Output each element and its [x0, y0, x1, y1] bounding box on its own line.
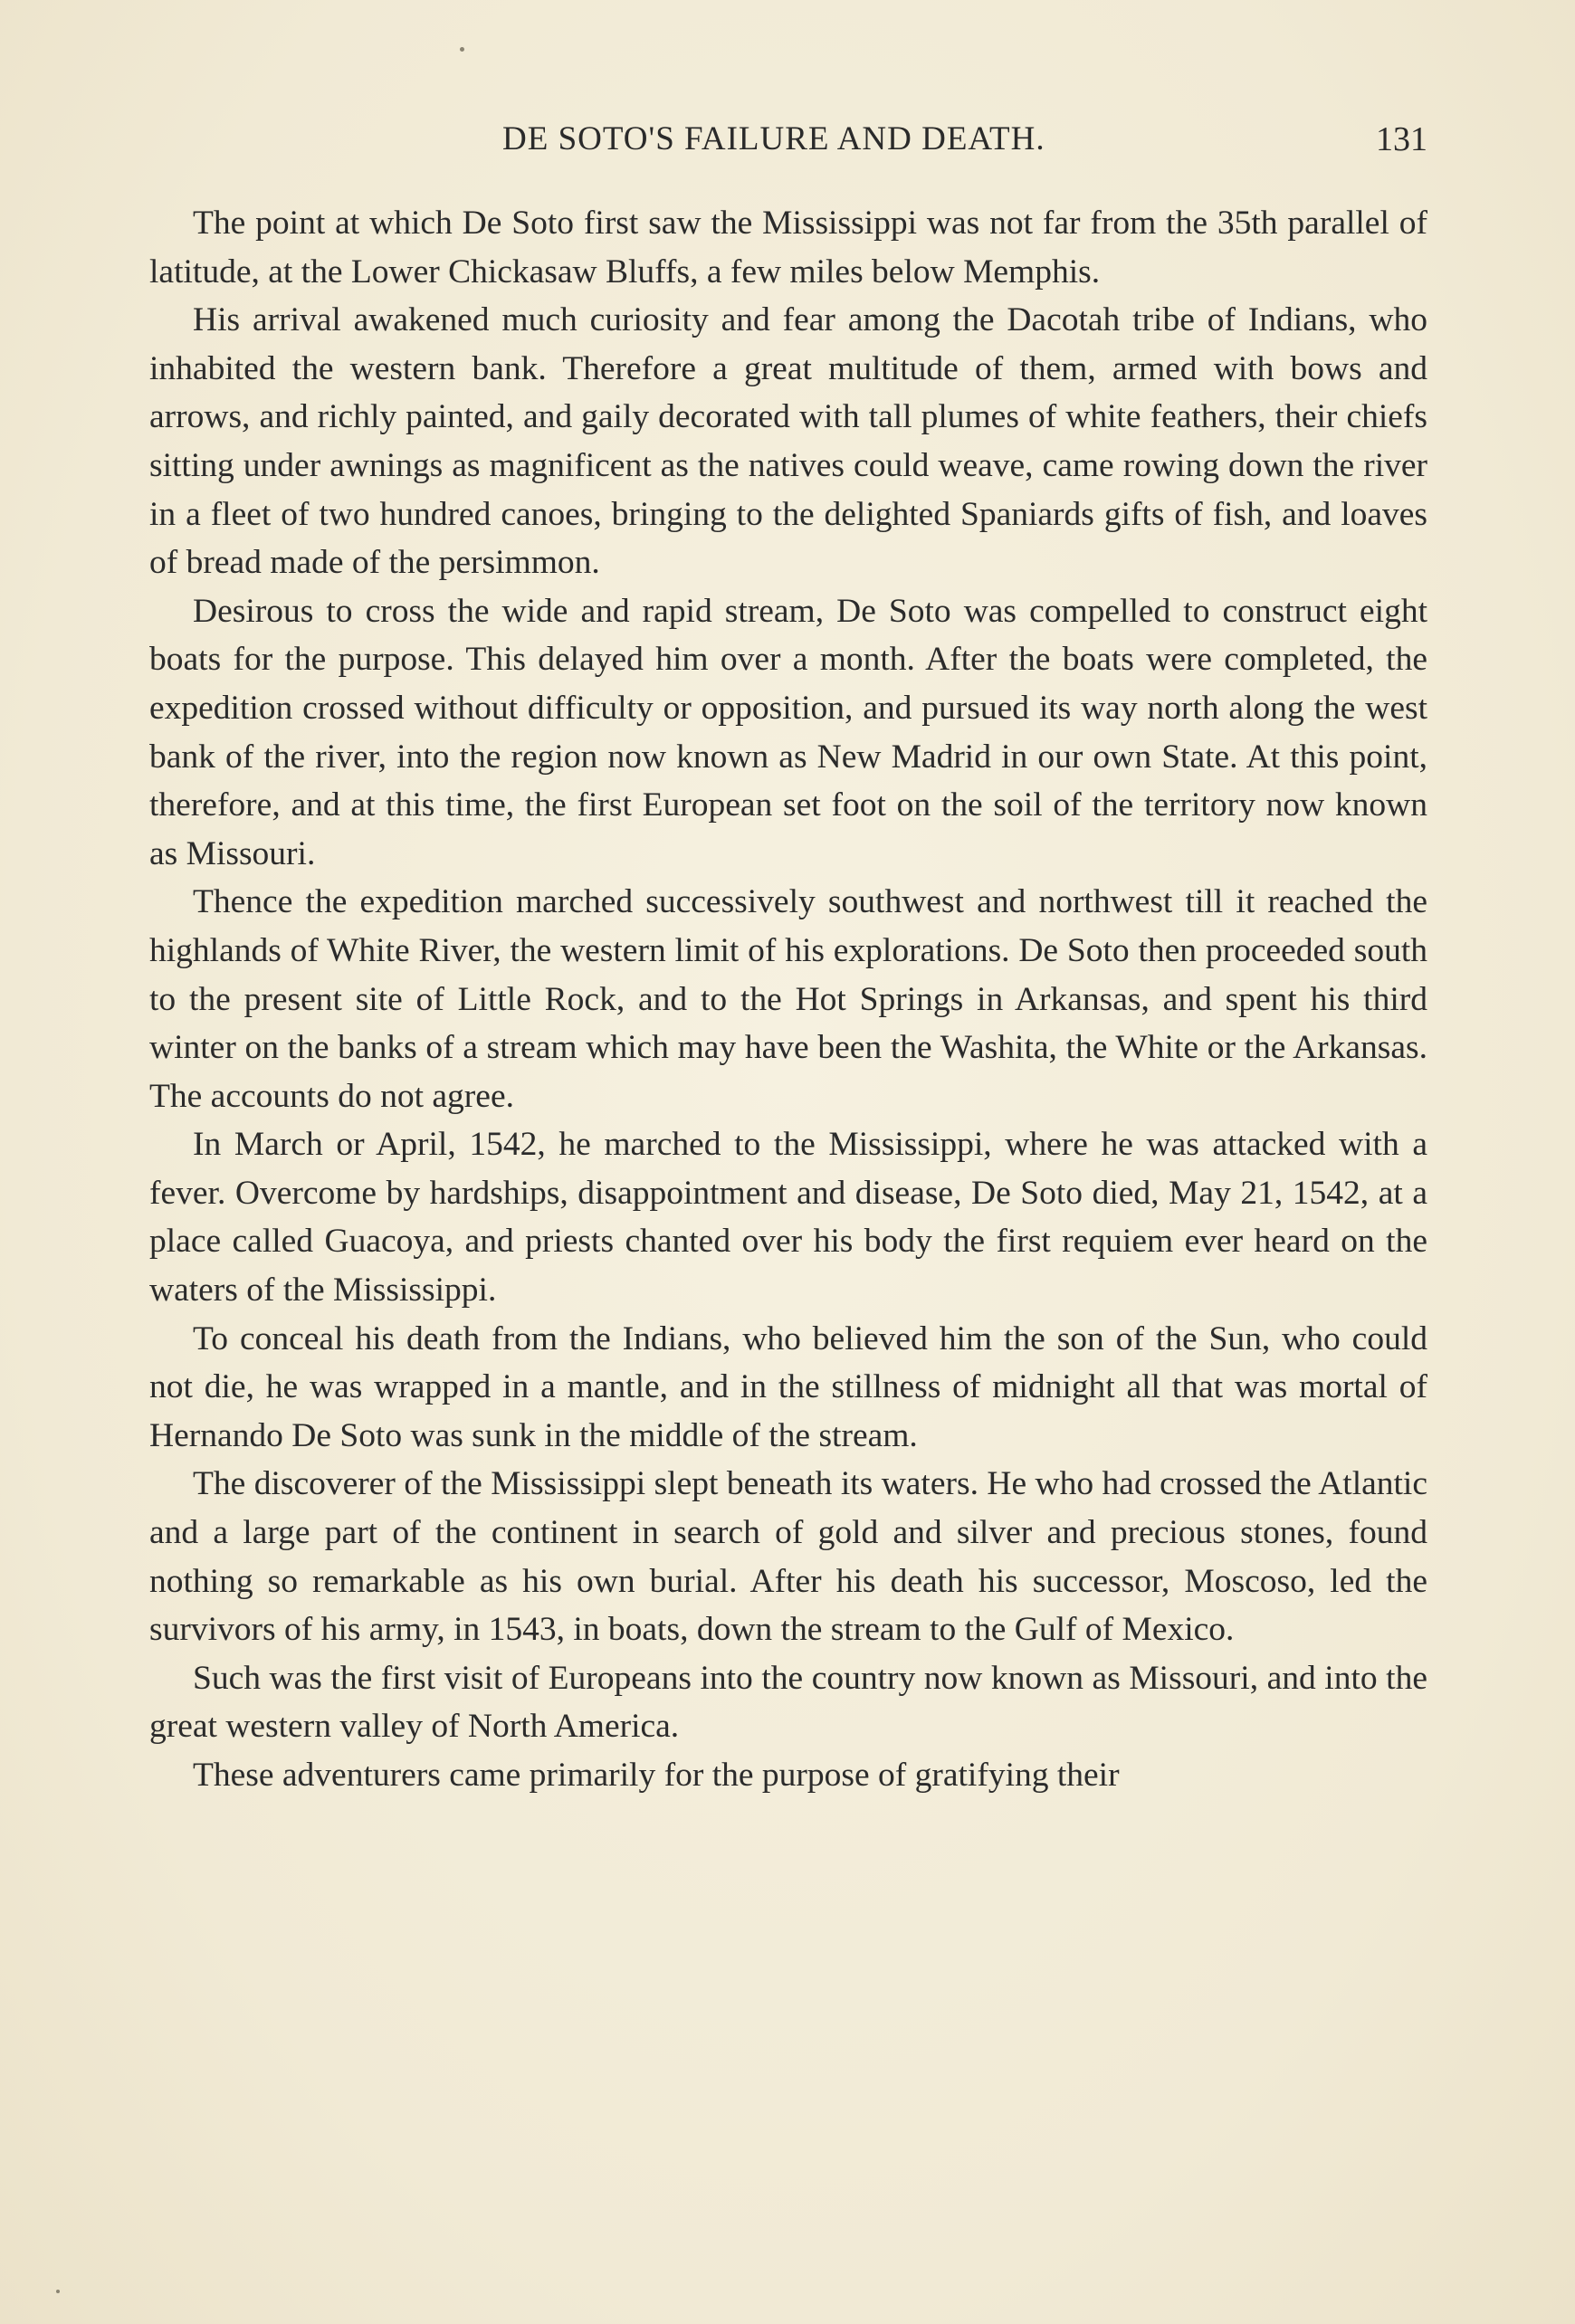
paragraph: The point at which De Soto first saw the Mississippi was not far from the 35th parallel of latitude, at the Lower Chickasaw Bluffs, a few miles below Memphis.: [149, 205, 1427, 290]
paragraph: These adventurers came primarily for the purpose of gratifying their: [193, 1757, 1120, 1794]
body-text: [149, 199, 1427, 1800]
ink-speck: [460, 47, 464, 52]
paragraph: Desirous to cross the wide and rapid stream, De Soto was compelled to construct eight boats for the purpose. This delayed him over a month. After the boats were completed, the expedition crossed without difficulty or opposition, and pursued its way north along the west bank of the river, into the region now known as New Madrid in our own State. At this point, therefore, and at this time, the first European set foot on the soil of the territory now known as Missouri.: [149, 592, 1427, 872]
paragraph: Thence the expedition marched successively southwest and northwest till it reached the highlands of White River, the western limit of his explorations. De Soto then proceeded south to the present site of Little Rock, and to the Hot Springs in Arkansas, and spent his third winter on the banks of a stream which may have been the Washita, the White or the Arkansas. The accounts do not agree.: [149, 883, 1427, 1115]
paragraph: The discoverer of the Mississippi slept beneath its waters. He who had crossed the Atlantic and a large part of the continent in search of gold and silver and precious stones, found nothing so remarkable as his own burial. After his death his successor, Moscoso, led the survivors of his army, in 1543, in boats, down the stream to the Gulf of Mexico.: [149, 1465, 1427, 1649]
running-header-title: DE SOTO'S FAILURE AND DEATH.: [502, 120, 1045, 157]
paragraph: To conceal his death from the Indians, who believed him the son of the Sun, who could not die, he was wrapped in a mantle, and in the stillness of midnight all that was mortal of Hernando De Soto was sunk in the middle of the stream.: [149, 1319, 1427, 1454]
ink-speck: [56, 2290, 60, 2293]
paragraph: His arrival awakened much curiosity and fear among the Dacotah tribe of Indians, who inhabited the western bank. Therefore a great multitude of them, armed with bows and arrows, and richly painted, and gaily decorated with tall plumes of white feathers, their chiefs sitting under awnings as magnificent as the natives could weave, came rowing down the river in a fleet of two hundred canoes, bringing to the delighted Spaniards gifts of fish, and loaves of bread made of the persimmon.: [149, 301, 1427, 582]
page-number: 131: [1376, 120, 1427, 158]
paragraph: Such was the first visit of Europeans into the country now known as Missouri, and into the great western valley of North America.: [149, 1659, 1427, 1746]
paragraph: In March or April, 1542, he marched to the Mississippi, where he was attacked with a fever. Overcome by hardships, disappointment and disease, De Soto died, May 21, 1542, at a place called Guacoya, and priests chanted over his body the first requiem ever heard on the waters of the Mississippi.: [149, 1126, 1427, 1310]
running-header: [149, 119, 1427, 174]
